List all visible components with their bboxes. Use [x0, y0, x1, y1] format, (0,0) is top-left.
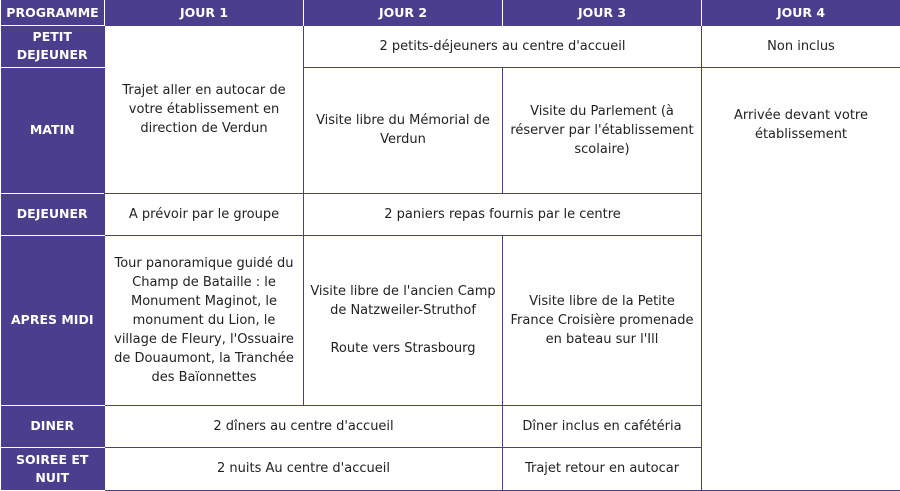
cell-matin-day1: Trajet aller en autocar de votre établissement en direction de Verdun: [105, 25, 304, 193]
header-day-1: JOUR 1: [105, 0, 304, 25]
cell-day4-arrivee: [702, 67, 900, 490]
row-label-apres-midi: APRES MIDI: [1, 235, 105, 405]
cell-dejeuner-day1: A prévoir par le groupe: [105, 193, 304, 235]
cell-matin-day2: Visite libre du Mémorial de Verdun: [304, 67, 503, 193]
cell-apres-midi-day1: Tour panoramique guidé du Champ de Bataille : le Monument Maginot, le monument du Lion, le village de Fleury, l'Ossuaire de Douaumont, la Tranchée des Baïonnettes: [105, 235, 304, 405]
cell-apres-midi-day2: Visite libre de l'ancien Camp de Natzweiler-Struthof Route vers Strasbourg: [304, 235, 503, 405]
cell-apres-midi-day3: Visite libre de la Petite France Croisière promenade en bateau sur l'Ill: [503, 235, 702, 405]
cell-soiree-day3: Trajet retour en autocar: [503, 447, 702, 490]
cell-dejeuner-day2-3: 2 paniers repas fournis par le centre: [304, 193, 702, 235]
cell-diner-day1-2: 2 dîners au centre d'accueil: [105, 405, 503, 447]
cell-diner-day3: Dîner inclus en cafétéria: [503, 405, 702, 447]
header-programme: PROGRAMME: [1, 0, 105, 25]
row-label-diner: DINER: [1, 405, 105, 447]
cell-petit-dejeuner-day2-3: 2 petits-déjeuners au centre d'accueil: [304, 25, 702, 67]
header-day-4: JOUR 4: [702, 0, 900, 25]
row-label-matin: MATIN: [1, 67, 105, 193]
header-day-2: JOUR 2: [304, 0, 503, 25]
row-label-dejeuner: DEJEUNER: [1, 193, 105, 235]
day4-arrivee-text: Arrivée devant votre établissement: [734, 108, 868, 142]
row-label-petit-dejeuner: PETIT DEJEUNER: [1, 25, 105, 67]
cell-petit-dejeuner-day4: Non inclus: [702, 25, 900, 67]
header-day-3: JOUR 3: [503, 0, 702, 25]
row-label-soiree: SOIREE ET NUIT: [1, 447, 105, 490]
cell-soiree-day1-2: 2 nuits Au centre d'accueil: [105, 447, 503, 490]
cell-matin-day3: Visite du Parlement (à réserver par l'établissement scolaire): [503, 67, 702, 193]
header-row: [1, 0, 900, 25]
table-row: [1, 25, 900, 67]
